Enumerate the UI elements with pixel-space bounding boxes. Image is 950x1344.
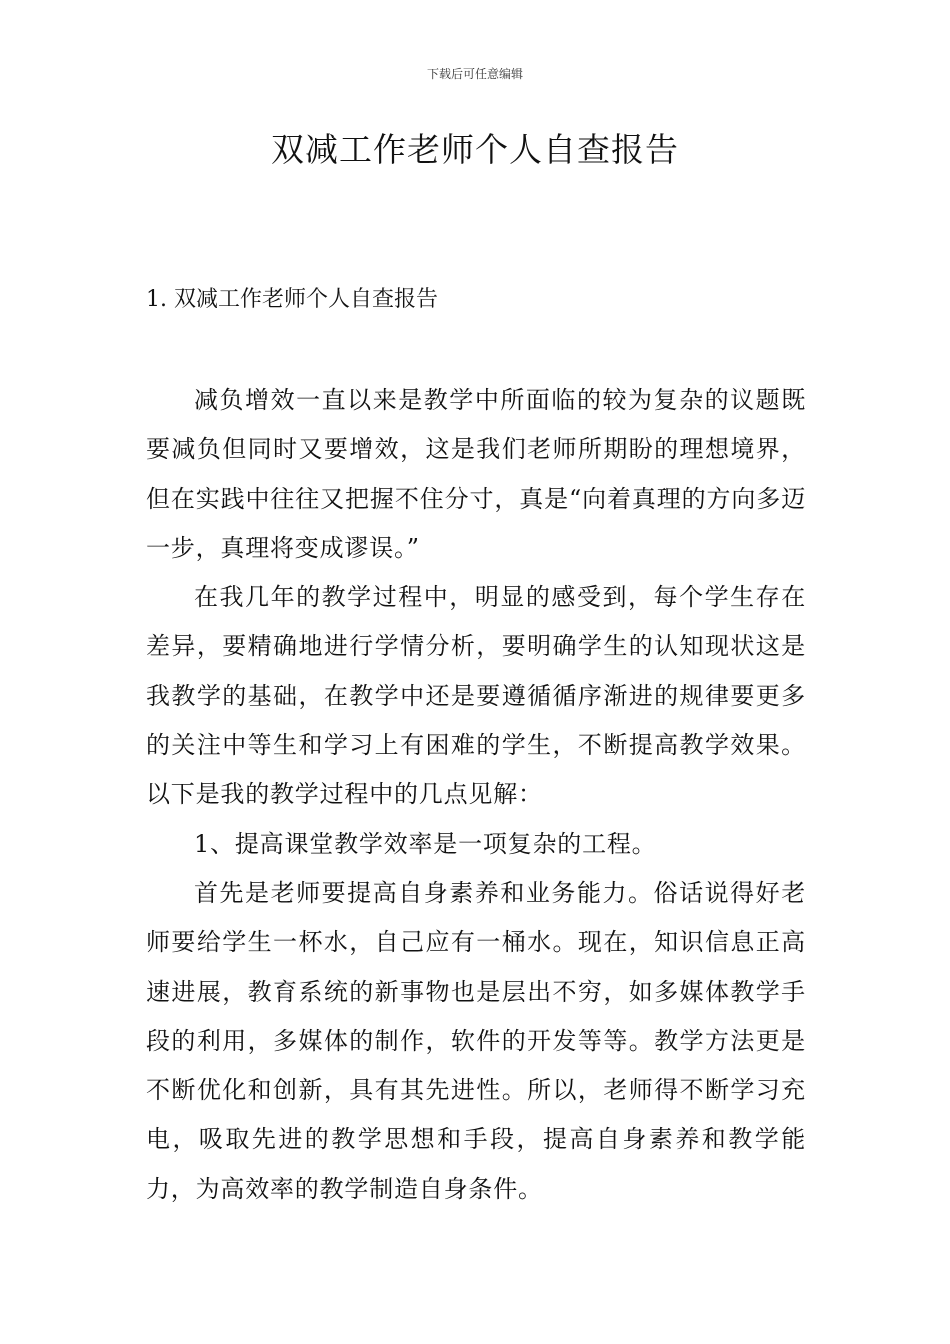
document-title: 双减工作老师个人自查报告	[271, 130, 679, 169]
header-note: 下载后可任意编辑	[426, 67, 523, 81]
paragraph: 在我几年的教学过程中，明显的感受到，每个学生存在差异，要精确地进行学情分析，要明确学生的认知现状这是我教学的基础，在教学中还是要遵循循序渐进的规律要更多的关注中等生和学习上有困难的学生，不断提高教学效果。以下是我的教学过程中的几点见解：	[146, 583, 806, 809]
document-body	[146, 376, 806, 1214]
section-heading: 1. 双减工作老师个人自查报告	[146, 287, 438, 312]
paragraph: 首先是老师要提高自身素养和业务能力。俗话说得好老师要给学生一杯水，自己应有一桶水。现在，知识信息正高速进展，教育系统的新事物也是层出不穷，如多媒体教学手段的利用，多媒体的制作，软件的开发等等。教学方法更是不断优化和创新，具有其先进性。所以，老师得不断学习充电，吸取先进的教学思想和手段，提高自身素养和教学能力，为高效率的教学制造自身条件。	[146, 878, 806, 1203]
paragraph: 减负增效一直以来是教学中所面临的较为复杂的议题既要减负但同时又要增效，这是我们老师所期盼的理想境界，但在实践中往往又把握不住分寸，真是“向着真理的方向多迈一步，真理将变成谬误。”	[146, 386, 806, 562]
paragraph: 1、提高课堂教学效率是一项复杂的工程。	[194, 829, 657, 858]
